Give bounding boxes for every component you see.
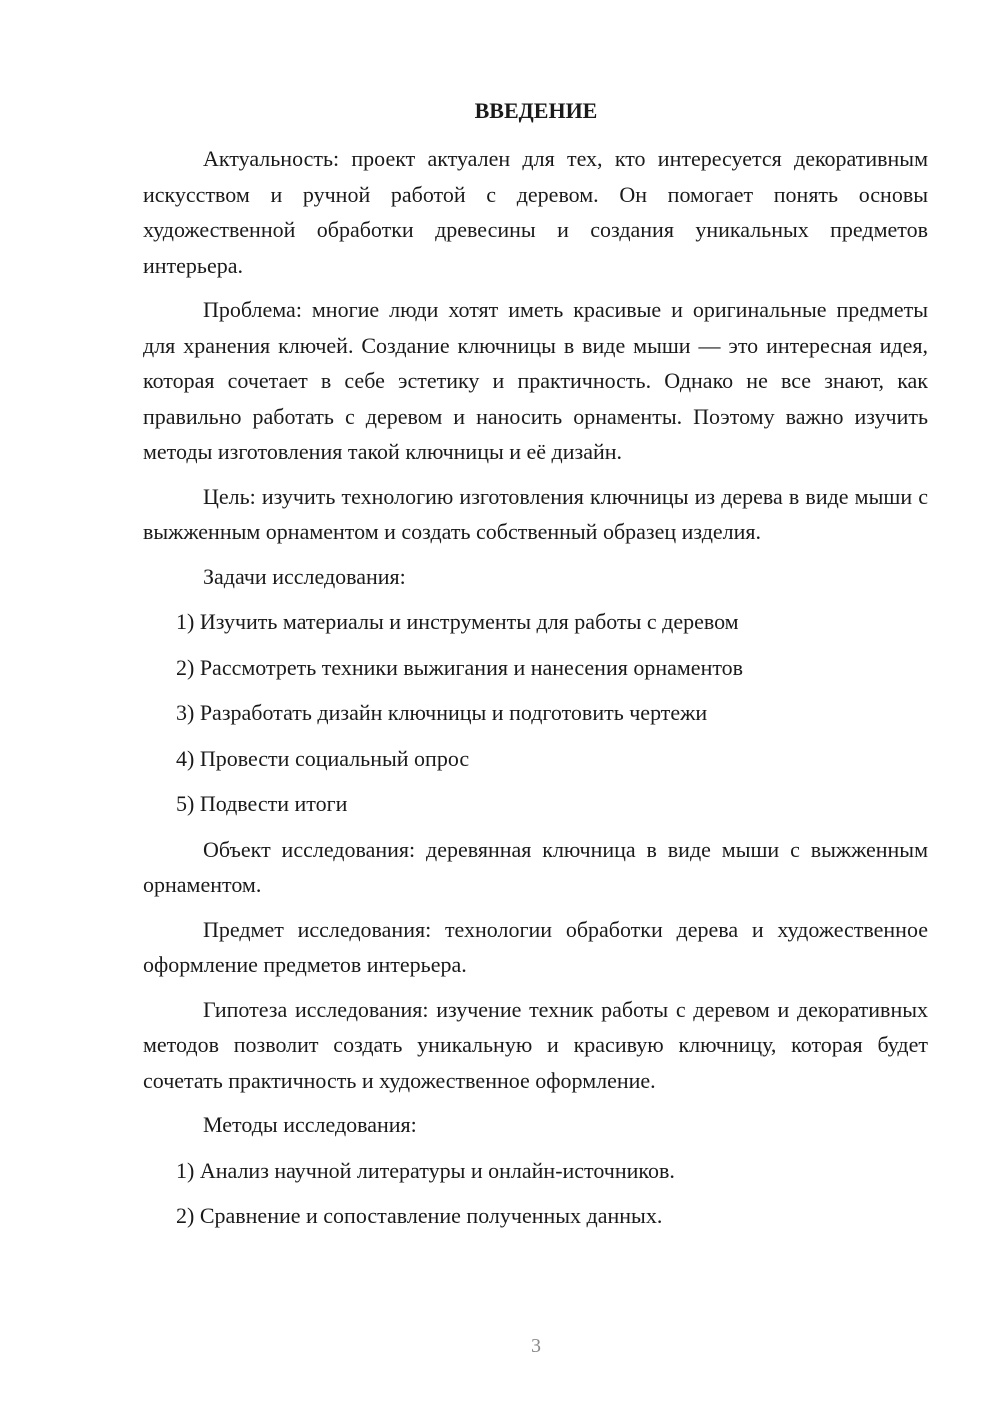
problem-paragraph: Проблема: многие люди хотят иметь красивые и оригинальные предметы для хранения ключей. Создание ключницы в виде мыши — это интересная идея, которая сочетает в себе эстетику и практичность. Однако не все знают, как правильно работать с деревом и наносить орнаменты. Поэтому важно изучить методы изготовления такой ключницы и её дизайн.: [143, 297, 928, 464]
relevance-paragraph: Актуальность: проект актуален для тех, кто интересуется декоративным искусством и ручной работой с деревом. Он помогает понять основы художественной обработки древесины и создания уникальных предметов интерьера.: [143, 146, 928, 278]
goal-paragraph: Цель: изучить технологию изготовления ключницы из дерева в виде мыши с выжженным орнаментом и создать собственный образец изделия.: [143, 483, 928, 544]
page-number: 3: [531, 1335, 541, 1357]
tasks-list: [143, 604, 928, 822]
method-item: 1) Анализ научной литературы и онлайн-источников.: [176, 1157, 675, 1183]
task-item: 2) Рассмотреть техники выжигания и нанесения орнаментов: [176, 654, 744, 680]
methods-list: [143, 1153, 928, 1234]
task-item: 3) Разработать дизайн ключницы и подготовить чертежи: [176, 700, 708, 725]
tasks-label: Задачи исследования:: [203, 563, 406, 589]
object-paragraph: Объект исследования: деревянная ключница в виде мыши с выжженным орнаментом.: [143, 836, 928, 897]
task-item: 5) Подвести итоги: [176, 791, 348, 816]
page-content: [143, 141, 928, 1244]
methods-label: Методы исследования:: [203, 1112, 417, 1137]
method-item: 2) Сравнение и сопоставление полученных данных.: [176, 1203, 663, 1228]
hypothesis-paragraph: Гипотеза исследования: изучение техник работы с деревом и декоративных методов позволит создать уникальную и красивую ключницу, которая будет сочетать практичность и художественное оформление.: [143, 996, 928, 1093]
page-heading: ВВЕДЕНИЕ: [474, 98, 598, 123]
task-item: 4) Провести социальный опрос: [176, 745, 470, 771]
task-item: 1) Изучить материалы и инструменты для работы с деревом: [176, 609, 739, 634]
subject-paragraph: Предмет исследования: технологии обработки дерева и художественное оформление предметов интерьера.: [143, 916, 928, 977]
